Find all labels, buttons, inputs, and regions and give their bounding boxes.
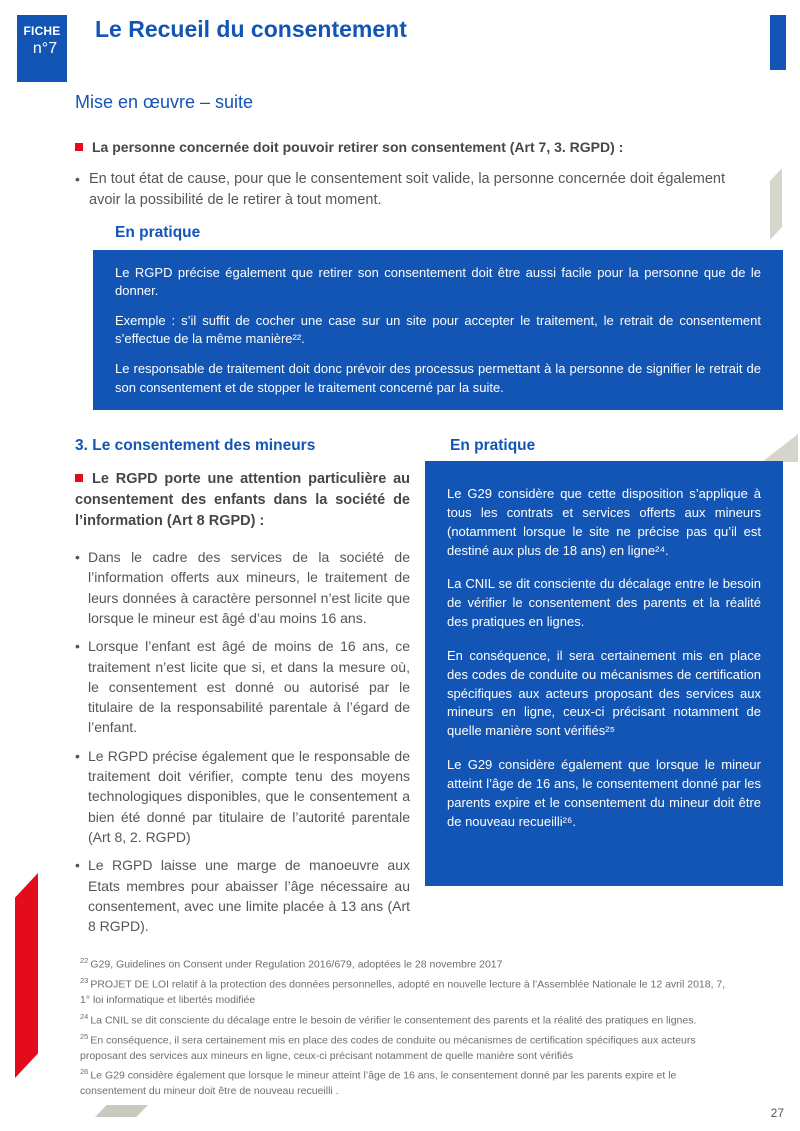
consent-withdrawal-section (75, 138, 761, 410)
footnotes (80, 956, 738, 1103)
bullet-text: Lorsque l’enfant est âgé de moins de 16 ans, ce traitement n’est licite que si, et dans la mesure où, le consentement est donné ou autorisé par le titulaire de la responsabilité parentale à l’égard de l’enfant. (88, 638, 410, 736)
box2-paragraph: Le G29 considère que cette disposition s’applique à tous les contrats et services offerts aux mineurs (notamment lorsque le site ne précise pas qu’il est destiné aux plus de 18 ans) en ligne²⁴. (447, 486, 761, 558)
bullet-dot-icon: • (75, 638, 80, 655)
section-subtitle: Mise en œuvre – suite (75, 92, 254, 112)
fiche-badge (17, 15, 67, 82)
footnote-marker: 26 (80, 1067, 89, 1077)
page-number: 27 (770, 1106, 784, 1120)
footnote-marker: 25 (80, 1032, 89, 1042)
en-pratique-box-2 (425, 461, 783, 886)
en-pratique-box-1 (93, 250, 783, 410)
box1-paragraph: Le RGPD précise également que retirer son consentement doit être aussi facile pour la personne que de le donner. (115, 264, 761, 298)
minors-consent-section (75, 437, 783, 936)
list-item (75, 746, 410, 847)
section1-bullet-text: En tout état de cause, pour que le consentement soit valide, la personne concernée doit également avoir la possibilité de le retirer à tout moment. (89, 170, 726, 208)
footnote-text: En conséquence, il sera certainement mis en place des codes de conduite ou mécanismes de certification spécifiques aux acteurs proposant des services aux mineurs en ligne, ceux-ci précisant notamment de quelle manière sont vérifiés (80, 1034, 696, 1062)
section1-lead (75, 138, 757, 158)
red-square-bullet-icon (75, 474, 83, 482)
minors-consent-column (75, 437, 410, 936)
box2-paragraph: En conséquence, il sera certainement mis en place des codes de conduite ou mécanismes de certification spécifiques aux acteurs proposant des services aux mineurs en ligne, ceux-ci précisant notamment de quelle manière sont vérifiés²⁵ (447, 647, 761, 739)
minors-heading: 3. Le consentement des mineurs (75, 437, 316, 454)
box1-paragraph: Exemple : s’il suffit de cocher une case sur un site pour accepter le traitement, le retrait de consentement s’effectue de la même manière²². (115, 313, 761, 347)
section2-lead (75, 469, 410, 532)
footnote-marker: 22 (80, 956, 89, 965)
en-pratique-heading-2: En pratique (450, 437, 536, 454)
bullet-text: Le RGPD laisse une marge de manoeuvre aux Etats membres pour abaisser l’âge nécessaire au consentement, avec une limite placée à 13 ans (Art 8 RGPD). (88, 857, 410, 935)
box2-paragraph: Le G29 considère également que lorsque le mineur atteint l’âge de 16 ans, le consentement donné par les parents expire et le consentement du mineur doit être de nouveau recueilli²⁶. (447, 757, 761, 829)
list-item (75, 855, 410, 936)
bullet-text: Dans le cadre des services de la société de l’information offerts aux mineurs, le traitement de leurs données à caractère personnel n’est licite que lorsque le mineur est âgé d’au moins 16 ans. (88, 549, 410, 626)
footnote-text: PROJET DE LOI relatif à la protection des données personnelles, adopté en nouvelle lecture à l’Assemblée Nationale le 12 avril 2018, 7, 1° loi informatique et libertés modifiée (80, 978, 726, 1006)
section1-bullet (75, 169, 757, 211)
footnote (80, 1032, 738, 1063)
gray-ribbon-decoration (95, 1105, 148, 1117)
bullet-text: Le RGPD précise également que le responsable de traitement doit vérifier, compte tenu des moyens technologiques disponibles, que le consentement a bien été donné par titulaire de l’autorité parentale (Art 8, 2. RGPD) (88, 747, 410, 845)
list-item (75, 547, 410, 628)
red-ribbon-decoration (15, 873, 38, 1078)
page-fold-decoration-top (770, 168, 782, 240)
section1-lead-text: La personne concernée doit pouvoir retirer son consentement (Art 7, 3. RGPD) : (92, 139, 624, 155)
red-square-bullet-icon (75, 143, 83, 151)
footnote (80, 976, 738, 1007)
footnote-marker: 24 (80, 1011, 89, 1021)
list-item (75, 636, 410, 737)
bullet-dot-icon: • (75, 170, 80, 187)
header-accent-bar (770, 15, 786, 70)
en-pratique-column (425, 437, 783, 886)
footnote-text: Le G29 considère également que lorsque le mineur atteint l’âge de 16 ans, le consentement donné par les parents expire et le consentement du mineur doit être de nouveau recueilli . (80, 1069, 677, 1097)
section2-lead-text: Le RGPD porte une attention particulière au consentement des enfants dans la société de l’information (Art 8 RGPD) : (75, 471, 410, 530)
bullet-dot-icon: • (75, 857, 80, 874)
page-title: Le Recueil du consentement (95, 16, 407, 42)
footnote (80, 956, 738, 972)
fiche-badge-number: n°7 (32, 40, 58, 57)
footnote (80, 1012, 738, 1028)
bullet-dot-icon: • (75, 747, 80, 764)
footnote-marker: 23 (80, 976, 89, 986)
box2-paragraph: La CNIL se dit consciente du décalage entre le besoin de vérifier le consentement des parents et la réalité des pratiques en lignes. (447, 576, 761, 630)
footnote-text: G29, Guidelines on Consent under Regulation 2016/679, adoptées le 28 novembre 2017 (90, 958, 503, 971)
fiche-badge-label: FICHE (23, 24, 61, 38)
en-pratique-heading-1: En pratique (115, 223, 201, 241)
minors-bullet-list (75, 547, 410, 936)
box1-paragraph: Le responsable de traitement doit donc prévoir des processus permettant à la personne de signifier le retrait de son consentement et de stopper le traitement concerné par la suite. (115, 361, 761, 395)
footnote-text: La CNIL se dit consciente du décalage entre le besoin de vérifier le consentement des parents et la réalité des pratiques en lignes. (90, 1014, 697, 1027)
bullet-dot-icon: • (75, 549, 80, 566)
footnote (80, 1067, 738, 1098)
